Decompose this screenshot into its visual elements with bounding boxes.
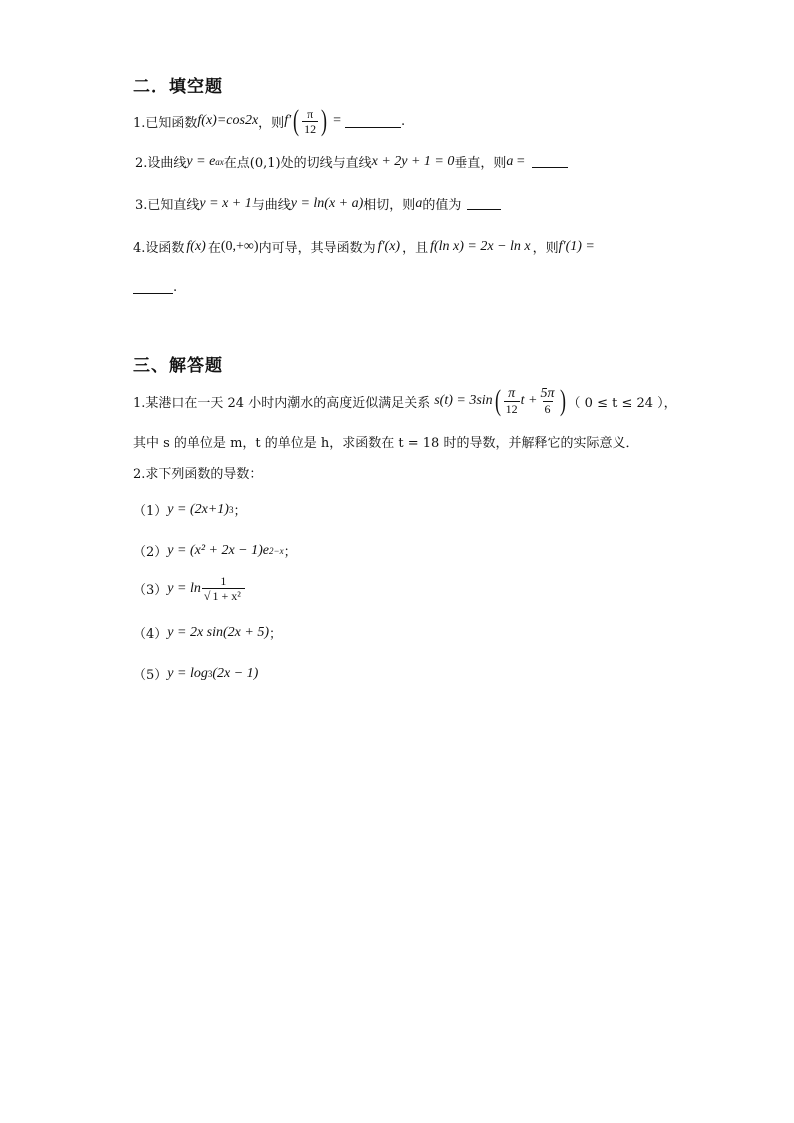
fill-question-1: 1.已知函数 f(x)=cos2x ，则 f′ ( $\frac{\pi}{12}$ ) = . (133, 104, 406, 137)
item-1-expr: y = (2x+1) (167, 501, 229, 517)
derivative-item-1 (133, 500, 246, 519)
section-heading-solve: 三、解答题 (133, 356, 223, 376)
item-2-end: ； (283, 545, 297, 560)
fill-question-4 (133, 237, 595, 256)
item-2-label: （2） (133, 545, 168, 560)
item-5-sub: 3 (207, 668, 213, 679)
s3q1-range: （ 0 ≤ t ≤ 24 ）， (567, 395, 677, 411)
q4-interval: (0,+∞) (220, 238, 259, 254)
q2-eq: = (513, 153, 529, 169)
q1-prefix: 1.已知函数 (133, 115, 198, 131)
solve-question-1-line-2: 其中 s 的单位是 m，t 的单位是 h，求函数在 t = 18 时的导数，并解释它的实际意义． (133, 436, 639, 451)
q4-tail: ，则 (532, 241, 559, 256)
item-3-expr: y = ln (167, 580, 201, 596)
s3q1-t-plus: t + (520, 393, 538, 408)
q4-mid2: 内可导，其导函数为 (258, 241, 376, 256)
q3-end: 的值为 (422, 198, 462, 213)
q3-tail: 相切，则 (363, 198, 416, 213)
item-3-den: √ 1 + x² (202, 588, 245, 603)
s3q1-s: s(t) = 3sin (434, 393, 493, 408)
q1-frac-num: π (307, 106, 314, 121)
s3q1-prefix: 1.某港口在一天 24 小时内潮水的高度近似满足关系 (133, 395, 431, 411)
derivative-item-3 (133, 574, 246, 603)
item-2-sup: 2−x (269, 545, 284, 556)
q1-frac-den: 12 (304, 121, 317, 136)
item-5-label: （5） (133, 668, 168, 683)
solve-question-1: 1.某港口在一天 24 小时内潮水的高度近似满足关系 s(t) = 3sin ( $\frac{\pi}{12}$ t + $\frac{5\pi}{6}$ ) （ 0 ≤ t ≤ 24 ）， (133, 384, 677, 417)
q4-prefix: 4.设函数 (133, 241, 185, 256)
q4-end: . (173, 280, 178, 295)
q1-end: . (401, 113, 406, 129)
q4-fprime: f′(x) (377, 238, 401, 254)
q3-prefix: 3.已知直线 (135, 198, 200, 213)
item-4-label: （4） (133, 627, 168, 642)
item-3-num: 1 (220, 574, 227, 588)
q3-answer-blank[interactable] (467, 197, 501, 210)
fill-question-4-blank-line (133, 280, 177, 295)
item-4-expr: y = 2x sin(2x + 5) (167, 624, 269, 640)
item-1-end: ； (233, 504, 247, 519)
item-1-label: （1） (133, 504, 168, 519)
q1-function: f(x)=cos2x (197, 113, 259, 128)
q2-answer-blank[interactable] (532, 155, 568, 168)
q4-f: f(x) (186, 238, 206, 254)
q2-prefix: 2.设曲线 (135, 156, 187, 171)
item-4-end: ； (268, 627, 282, 642)
q1-fprime: f′ (284, 113, 292, 128)
q2-var: a (506, 153, 514, 169)
item-3-sqrt: 1 + x² (212, 589, 241, 603)
q1-sep: ，则 (258, 115, 285, 131)
s3q1-fraction-2 (539, 387, 557, 416)
item-5-tail: (2x − 1) (212, 665, 259, 681)
item-1-sup: 3 (228, 504, 234, 515)
q1-fraction (302, 107, 318, 136)
derivative-item-2 (133, 541, 297, 560)
q3-curve: y = ln(x + a) (290, 195, 364, 211)
fill-question-2 (135, 152, 568, 171)
q4-condition: f(ln x) = 2x − ln x (430, 238, 531, 254)
q4-ask: f′(1) = (558, 238, 595, 254)
s3q1-fraction-1 (504, 387, 520, 416)
derivative-item-4 (133, 623, 282, 642)
item-5-expr: y = log (167, 665, 208, 681)
q4-mid1: 在 (207, 241, 221, 256)
q2-mid: 在点(0,1)处的切线与直线 (223, 156, 372, 171)
q4-answer-blank[interactable] (133, 281, 173, 294)
q1-equals: = (333, 113, 342, 128)
item-3-label: （3） (133, 583, 168, 598)
s3q1-f1-num: π (508, 385, 516, 401)
item-2-expr: y = (x² + 2x − 1)e (167, 542, 269, 558)
s3q1-f1-den: 12 (505, 401, 518, 416)
q3-mid: 与曲线 (251, 198, 291, 213)
q2-exponent: ax (215, 156, 224, 167)
s3q1-f2-num: 5π (540, 385, 555, 401)
solve-question-2-title: 2.求下列函数的导数： (133, 467, 263, 482)
q2-curve: y = e (186, 153, 216, 169)
q4-mid3: ，且 (402, 241, 429, 256)
fill-question-3 (135, 194, 501, 213)
q1-answer-blank[interactable] (345, 115, 401, 128)
item-3-fraction (202, 574, 245, 603)
q2-line: x + 2y + 1 = 0 (371, 153, 455, 169)
q3-var: a (415, 195, 423, 211)
q2-tail: 垂直，则 (454, 156, 507, 171)
section-heading-fill-blank: 二．填空题 (133, 77, 223, 97)
q3-line: y = x + 1 (199, 195, 252, 211)
derivative-item-5 (133, 664, 258, 683)
s3q1-f2-den: 6 (544, 401, 551, 416)
